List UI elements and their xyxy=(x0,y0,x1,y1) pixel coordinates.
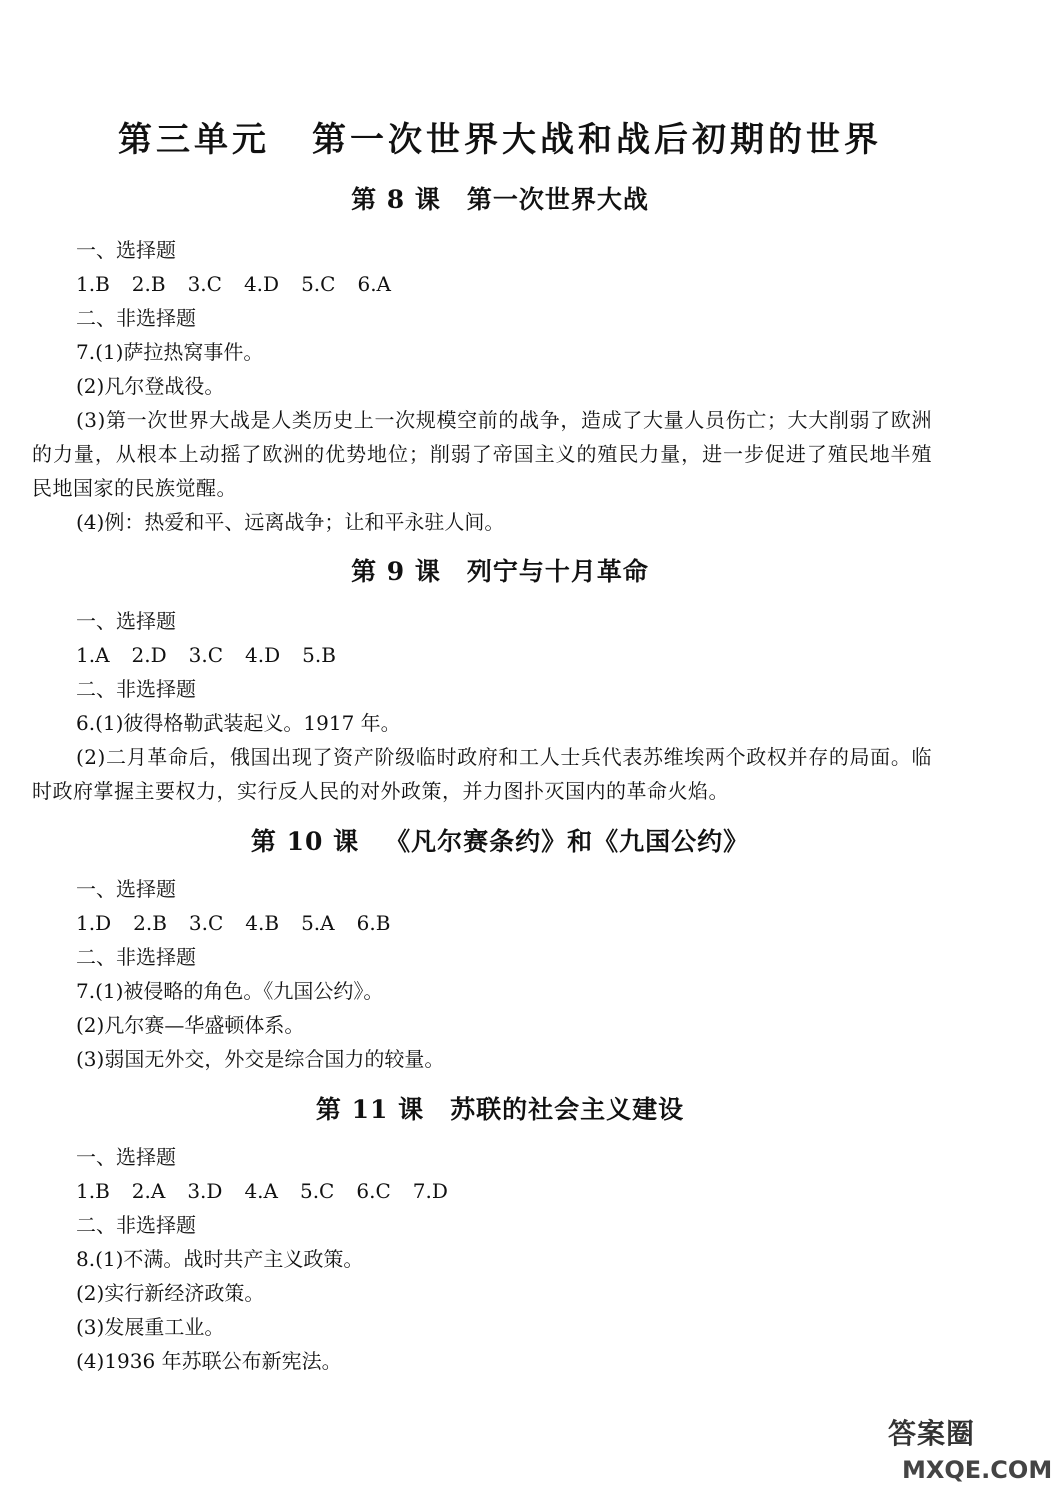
section-heading: 二、非选择题 xyxy=(76,677,196,701)
answer-item: (2)实行新经济政策。 xyxy=(76,1281,265,1305)
section-heading: 二、非选择题 xyxy=(76,945,196,969)
site-watermark xyxy=(888,1412,1052,1492)
unit-title xyxy=(0,112,1000,161)
answer-item: 7.(1)被侵略的角色。《九国公约》。 xyxy=(76,979,384,1003)
lesson-8-title xyxy=(0,180,1000,216)
lesson-9-title xyxy=(0,552,1000,588)
watermark-url: MXQE.COM xyxy=(902,1456,1052,1484)
answer-paragraph: (3)第一次世界大战是人类历史上一次规模空前的战争，造成了大量人员伤亡；大大削弱了欧洲的力量，从根本上动摇了欧洲的优势地位；削弱了帝国主义的殖民力量，进一步促进了殖民地半殖民地国家的民族觉醒。 xyxy=(32,408,932,500)
answer-paragraph: (2)二月革命后，俄国出现了资产阶级临时政府和工人士兵代表苏维埃两个政权并存的局面。临时政府掌握主要权力，实行反人民的对外政策，并力图扑灭国内的革命火焰。 xyxy=(32,745,932,803)
answer-item: (4)例：热爱和平、远离战争；让和平永驻人间。 xyxy=(76,510,505,534)
answer-item: 6.(1)彼得格勒武装起义。1917 年。 xyxy=(76,711,401,735)
answer-item: (4)1936 年苏联公布新宪法。 xyxy=(76,1349,342,1373)
answer-item: (3)发展重工业。 xyxy=(76,1315,225,1339)
choice-answers: 1.A 2.D 3.C 4.D 5.B xyxy=(76,643,336,667)
unit-name: 第一次世界大战和战后初期的世界 xyxy=(312,120,882,160)
lesson-name: 列宁与十月革命 xyxy=(466,557,649,586)
lesson-label: 第 10 课 xyxy=(250,827,360,856)
choice-answers: 1.B 2.B 3.C 4.D 5.C 6.A xyxy=(76,272,391,296)
lesson-label: 第 8 课 xyxy=(351,185,441,214)
section-heading: 二、非选择题 xyxy=(76,1213,196,1237)
lesson-name: 《凡尔赛条约》和《九国公约》 xyxy=(385,827,750,856)
section-heading: 一、选择题 xyxy=(76,1145,176,1169)
lesson-label: 第 9 课 xyxy=(351,557,441,586)
choice-answers: 1.B 2.A 3.D 4.A 5.C 6.C 7.D xyxy=(76,1179,448,1203)
lesson-11-title xyxy=(0,1090,1000,1126)
section-heading: 一、选择题 xyxy=(76,238,176,262)
watermark-logo-text: 答案圈 xyxy=(888,1417,976,1450)
answer-item: 8.(1)不满。战时共产主义政策。 xyxy=(76,1247,364,1271)
section-heading: 一、选择题 xyxy=(76,609,176,633)
lesson-10-title xyxy=(0,822,1000,858)
choice-answers: 1.D 2.B 3.C 4.B 5.A 6.B xyxy=(76,911,391,935)
section-heading: 二、非选择题 xyxy=(76,306,196,330)
section-heading: 一、选择题 xyxy=(76,877,176,901)
lesson-name: 第一次世界大战 xyxy=(466,185,649,214)
unit-label: 第三单元 xyxy=(118,120,270,160)
answer-item: (2)凡尔赛—华盛顿体系。 xyxy=(76,1013,305,1037)
answer-item: (2)凡尔登战役。 xyxy=(76,374,225,398)
lesson-label: 第 11 课 xyxy=(315,1095,425,1124)
answer-item: (3)弱国无外交，外交是综合国力的较量。 xyxy=(76,1047,445,1071)
answer-item: 7.(1)萨拉热窝事件。 xyxy=(76,340,264,364)
lesson-name: 苏联的社会主义建设 xyxy=(450,1095,685,1124)
